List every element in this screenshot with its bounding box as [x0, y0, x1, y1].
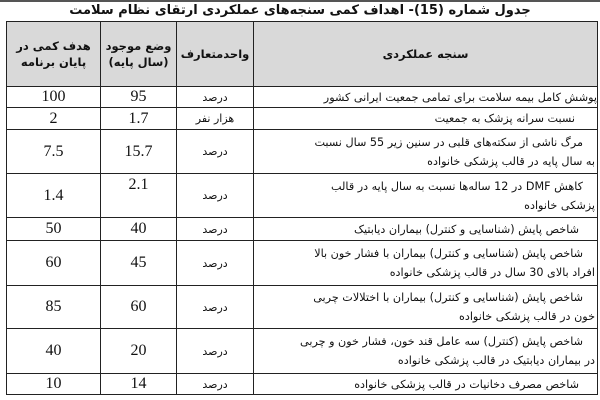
- table-row: [7, 374, 598, 395]
- unit-cell: درصد: [177, 286, 254, 329]
- metric-cell: [254, 329, 598, 374]
- metric-text: نسبت سرانه پزشک به جمعیت: [434, 112, 575, 125]
- baseline-cell: 15.7: [101, 130, 177, 174]
- target-cell: 1.4: [7, 174, 101, 218]
- metric-cell: [254, 130, 598, 174]
- header-target: هدف کمی در پایان برنامه: [7, 22, 101, 87]
- metric-text: شاخص مصرف دخانیات در قالب پزشکی خانواده: [354, 377, 579, 391]
- metric-text-line2: خون در قالب پزشکی خانواده: [458, 310, 595, 323]
- unit-cell: درصد: [177, 374, 254, 395]
- metric-text-line1: مرگ ناشی از سکته‌های قلبی در سنین زیر 55 سال نسبت: [314, 135, 583, 149]
- header-metric: سنجه عملکردی: [254, 22, 598, 87]
- baseline-cell: 2.1: [101, 174, 177, 218]
- target-cell: 60: [7, 241, 101, 286]
- baseline-cell: 1.7: [101, 108, 177, 130]
- metric-cell: [254, 108, 598, 130]
- unit-cell: درصد: [177, 87, 254, 108]
- table-row: [7, 218, 598, 241]
- baseline-cell: 45: [101, 241, 177, 286]
- metric-cell: [254, 241, 598, 286]
- metric-text-line2: افراد بالای 30 سال در قالب پزشکی خانواده: [389, 266, 595, 279]
- unit-cell: درصد: [177, 174, 254, 218]
- header-baseline: وضع موجود (سال پایه): [101, 22, 177, 87]
- baseline-cell: 20: [101, 329, 177, 374]
- unit-cell: درصد: [177, 130, 254, 174]
- metric-text-line2: در بیماران دیابتیک در قالب پزشکی خانواده: [397, 354, 595, 367]
- table-title: جدول شماره (15)- اهداف کمی سنجه‌های عملکردی ارتقای نظام سلامت: [69, 3, 531, 18]
- target-cell: 7.5: [7, 130, 101, 174]
- target-cell: 10: [7, 374, 101, 395]
- unit-cell: هزار نفر: [177, 108, 254, 130]
- table-row: [7, 329, 598, 374]
- table-row: [7, 241, 598, 286]
- metric-cell: [254, 374, 598, 395]
- performance-metrics-table: [6, 21, 598, 395]
- header-row: [7, 22, 598, 87]
- metric-cell: [254, 286, 598, 329]
- header-unit: واحدمتعارف: [177, 22, 254, 87]
- unit-cell: درصد: [177, 218, 254, 241]
- metric-text-line1: کاهش DMF در 12 ساله‌ها نسبت به سال پایه در قالب: [331, 179, 583, 193]
- target-cell: 85: [7, 286, 101, 329]
- table-row: [7, 130, 598, 174]
- target-cell: 40: [7, 329, 101, 374]
- table-row: [7, 87, 598, 108]
- metric-text-line1: شاخص پایش (شناسایی و کنترل) بیماران با فشار خون بالا: [314, 247, 583, 260]
- metric-text-line1: شاخص پایش (شناسایی و کنترل) بیماران با اختلالات چربی: [313, 291, 583, 304]
- target-cell: 100: [7, 87, 101, 108]
- table-row: [7, 174, 598, 218]
- unit-cell: درصد: [177, 241, 254, 286]
- metric-cell: [254, 174, 598, 218]
- metric-cell: [254, 218, 598, 241]
- target-cell: 50: [7, 218, 101, 241]
- metric-text-line2: به سال پایه در قالب پزشکی خانواده: [427, 154, 595, 168]
- metric-text-line2: پزشکی خانواده: [524, 198, 595, 212]
- baseline-cell: 95: [101, 87, 177, 108]
- metric-text-line1: شاخص پایش (کنترل) سه عامل قند خون، فشار خون و چربی: [300, 335, 583, 348]
- target-cell: 2: [7, 108, 101, 130]
- baseline-cell: 60: [101, 286, 177, 329]
- unit-cell: درصد: [177, 329, 254, 374]
- baseline-cell: 40: [101, 218, 177, 241]
- baseline-cell: 14: [101, 374, 177, 395]
- metric-text: پوشش کامل بیمه سلامت برای تمامی جمعیت ایرانی کشور: [323, 90, 597, 104]
- table-row: [7, 286, 598, 329]
- table-row: [7, 108, 598, 130]
- metric-cell: [254, 87, 598, 108]
- metric-text: شاخص پایش (شناسایی و کنترل) بیماران دیابتیک: [353, 222, 579, 236]
